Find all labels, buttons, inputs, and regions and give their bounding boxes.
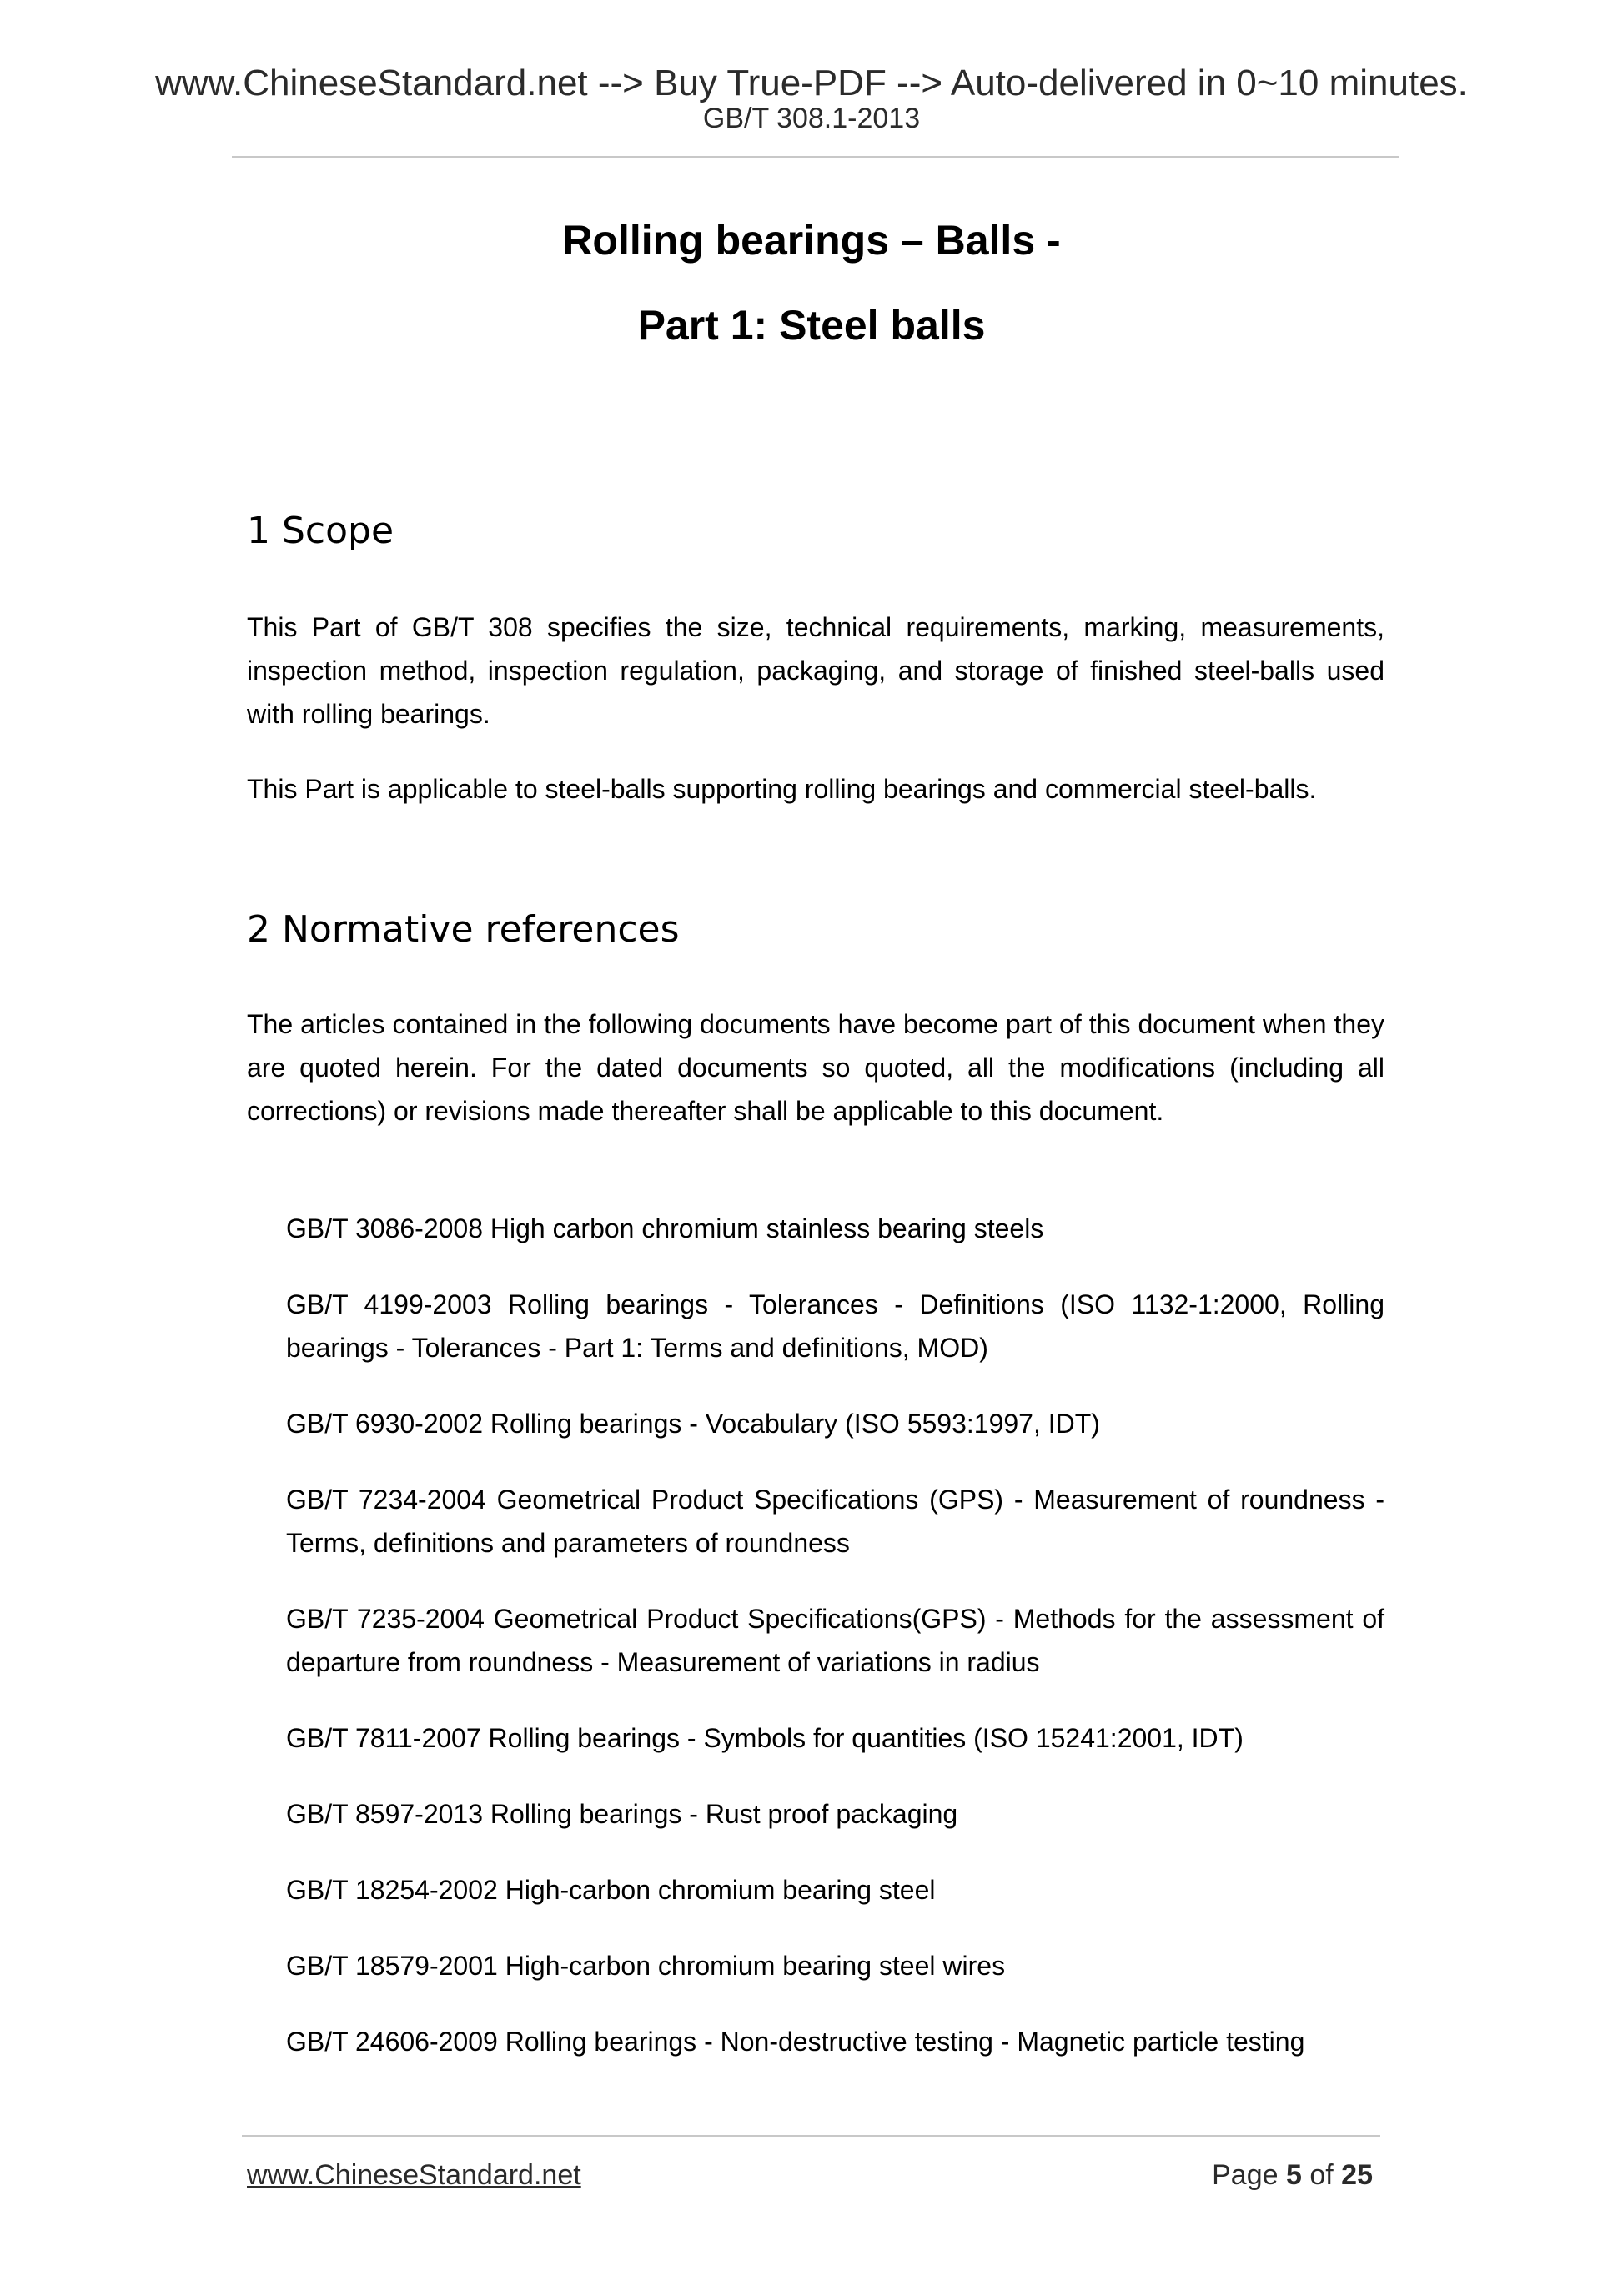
reference-item: GB/T 24606-2009 Rolling bearings - Non-destructive testing - Magnetic particle testing	[286, 2027, 1305, 2057]
section-heading-normative-references: 2 Normative references	[247, 908, 680, 951]
section-heading-scope: 1 Scope	[247, 510, 394, 552]
header-divider	[232, 156, 1399, 158]
reference-item: GB/T 4199-2003 Rolling bearings - Tolerances - Definitions (ISO 1132-1:2000, Rolling bearings - Tolerances - Part 1: Terms and definitions, MOD)	[286, 1289, 1384, 1363]
reference-item: GB/T 6930-2002 Rolling bearings - Vocabulary (ISO 5593:1997, IDT)	[286, 1409, 1100, 1439]
reference-item: GB/T 7234-2004 Geometrical Product Specifications (GPS) - Measurement of roundness - Terms, definitions and parameters of roundness	[286, 1485, 1384, 1558]
reference-item: GB/T 3086-2008 High carbon chromium stainless bearing steels	[286, 1213, 1044, 1243]
page-current: 5	[1285, 2159, 1302, 2191]
document-code: GB/T 308.1-2013	[702, 103, 921, 134]
reference-item: GB/T 18254-2002 High-carbon chromium bearing steel	[286, 1875, 936, 1905]
scope-paragraph: This Part of GB/T 308 specifies the size, technical requirements, marking, measurements, inspection method, inspection regulation, packaging, and storage of finished steel-balls used with rolling bearings.	[247, 612, 1384, 729]
page-total: 25	[1341, 2159, 1373, 2191]
source-banner: www.ChineseStandard.net --> Buy True-PDF --> Auto-delivered in 0~10 minutes.	[155, 63, 1468, 103]
page-label: Page	[1212, 2159, 1279, 2191]
reference-item: GB/T 18579-2001 High-carbon chromium bearing steel wires	[286, 1951, 1006, 1981]
document-title-line-2: Part 1: Steel balls	[637, 302, 986, 349]
footer-site-link[interactable]: www.ChineseStandard.net	[247, 2159, 581, 2191]
reference-item: GB/T 7811-2007 Rolling bearings - Symbols for quantities (ISO 15241:2001, IDT)	[286, 1723, 1244, 1753]
page-number	[1212, 2161, 1373, 2189]
footer-divider	[242, 2135, 1380, 2137]
document-title-line-1: Rolling bearings – Balls -	[562, 217, 1061, 264]
scope-applicability-paragraph: This Part is applicable to steel-balls supporting rolling bearings and commercial steel-balls.	[247, 774, 1317, 804]
reference-item: GB/T 8597-2013 Rolling bearings - Rust proof packaging	[286, 1799, 958, 1829]
reference-list	[286, 1207, 1384, 2096]
page-of-label: of	[1309, 2159, 1334, 2191]
normative-references-intro: The articles contained in the following documents have become part of this document when they are quoted herein. For the dated documents so quoted, all the modifications (including all corrections) or revisions made thereafter shall be applicable to this document.	[247, 1009, 1384, 1126]
reference-item: GB/T 7235-2004 Geometrical Product Specifications(GPS) - Methods for the assessment of departure from roundness - Measurement of variations in radius	[286, 1604, 1384, 1677]
